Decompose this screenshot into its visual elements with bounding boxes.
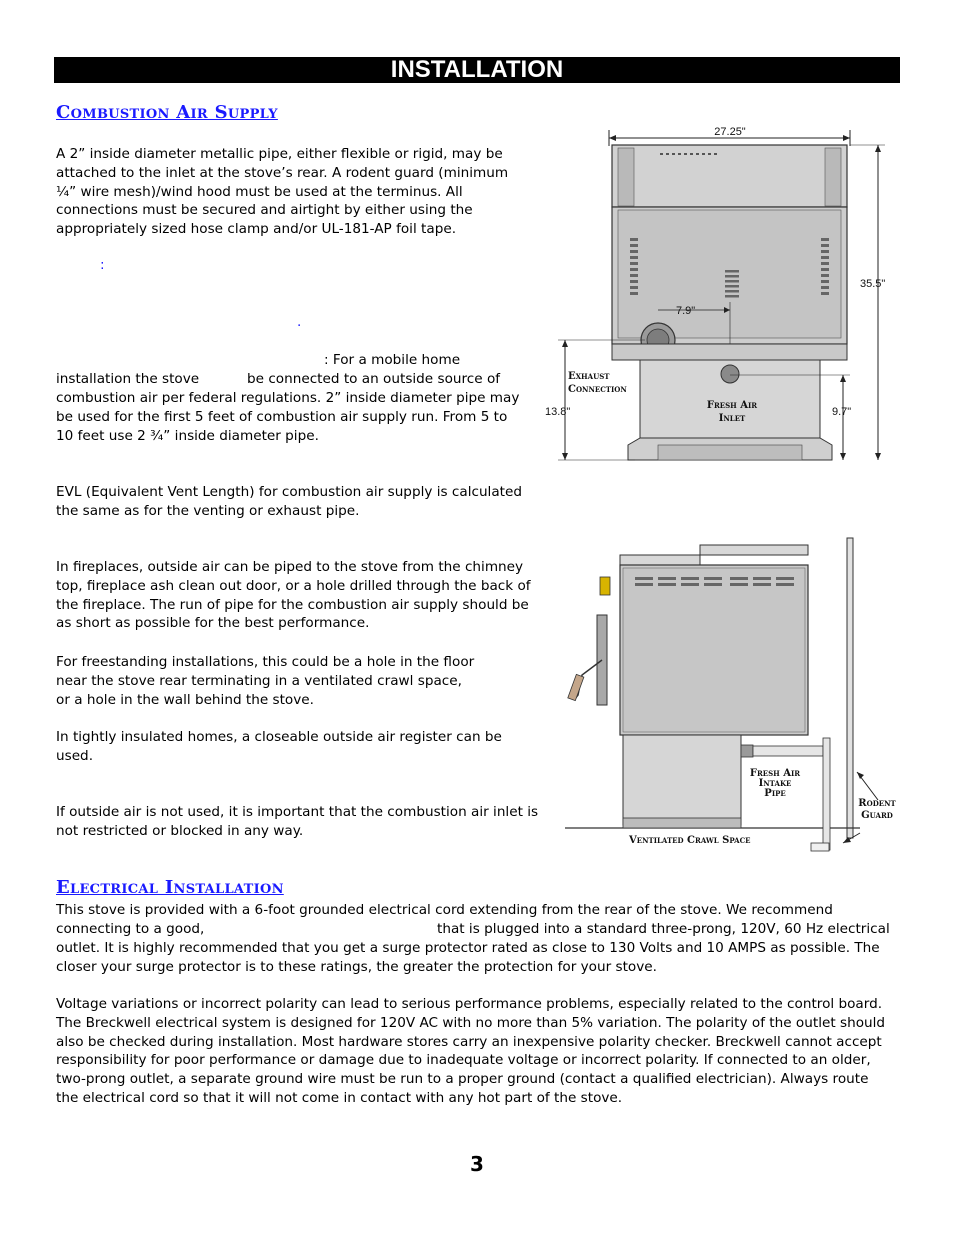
combustion-heading[interactable]: Combustion Air Supply — [56, 102, 278, 123]
colon-mark: : — [100, 257, 105, 273]
text-line: combustion air per federal regulations. 2” inside diameter pipe may — [56, 390, 520, 406]
electrical-line2b: that is plugged into a standard three-prong, 120V, 60 Hz electrical — [437, 921, 890, 937]
electrical-line1: This stove is provided with a 6-foot grounded electrical cord extending from the rear of the stove. We recommend — [56, 902, 833, 918]
title-banner — [54, 57, 900, 83]
freestanding-para — [56, 653, 556, 709]
label-fresh-air-2: Inlet — [718, 413, 746, 424]
not-used-para — [56, 803, 556, 841]
text-line: be used for the first 5 feet of combustion air supply run. From 5 to — [56, 408, 508, 425]
text-line: A 2” inside diameter metallic pipe, either flexible or rigid, may be — [56, 146, 503, 162]
combustion-para1 — [56, 145, 546, 239]
text-line: EVL (Equivalent Vent Length) for combustion air supply is calculated — [56, 484, 522, 500]
label-intake-1: Fresh Air — [749, 768, 801, 779]
label-rodent-2: Guard — [861, 810, 893, 821]
text-line: appropriately sized hose clamp and/or UL-181-AP foil tape. — [56, 221, 457, 238]
stove-rear-diagram — [540, 120, 900, 465]
dim-width: 27.25" — [714, 126, 746, 138]
text-line: responsibility for poor performance or damage due to inadequate voltage or incorrect polarity. If connected to an older, — [56, 1052, 871, 1069]
label-exhaust-1: Exhaust — [568, 371, 610, 382]
dim-height: 35.5" — [860, 278, 886, 290]
text-line: the fireplace. The run of pipe for the combustion air supply should be — [56, 596, 529, 613]
text-line: the same as for the venting or exhaust pipe. — [56, 502, 360, 519]
label-crawl-space: Ventilated Crawl Space — [629, 835, 751, 846]
stove-side-diagram — [560, 535, 905, 855]
fireplace-para — [56, 558, 556, 633]
text-line: ¼” wire mesh)/wind hood must be used at the terminus. All — [56, 183, 463, 200]
electrical-para2 — [56, 995, 906, 1108]
label-fresh-air-1: Fresh Air — [706, 400, 758, 411]
evl-para — [56, 483, 556, 521]
label-rodent-1: Rodent — [858, 798, 896, 809]
text-line: closer your surge protector is to these ratings, the greater the protection for your stove. — [56, 958, 657, 975]
text-line: 10 feet use 2 ¾” inside diameter pipe. — [56, 427, 319, 444]
text-line: or a hole in the wall behind the stove. — [56, 691, 314, 708]
text-line: For freestanding installations, this could be a hole in the floor — [56, 654, 475, 670]
text-line: also be checked during installation. Most hardware stores carry an inexpensive polarity checker. Breckwell cannot accept — [56, 1033, 882, 1050]
text-line: near the stove rear terminating in a ventilated crawl space, — [56, 672, 462, 689]
text-line: connections must be secured and airtight by either using the — [56, 202, 473, 219]
electrical-line2a: connecting to a good, — [56, 921, 205, 937]
text-line: In tightly insulated homes, a closeable outside air register can be — [56, 729, 502, 745]
period-mark: . — [297, 314, 302, 330]
electrical-heading[interactable]: Electrical Installation — [56, 877, 284, 898]
label-intake-3: Pipe — [764, 788, 786, 799]
text-line: If outside air is not used, it is important that the combustion air inlet is — [56, 804, 539, 820]
mobile-lead: : For a mobile home — [324, 352, 461, 368]
insulated-para — [56, 728, 556, 766]
text-line: Voltage variations or incorrect polarity can lead to serious performance problems, especially related to the control board. — [56, 996, 883, 1012]
text-line: the electrical cord so that it will not come in contact with any hot part of the stove. — [56, 1089, 623, 1106]
mobile-line2b: be connected to an outside source of — [247, 371, 501, 387]
label-intake-2: Intake — [758, 778, 792, 789]
text-line: two-prong outlet, a separate ground wire must be run to a proper ground (contact a qualified electrician). Always route — [56, 1071, 869, 1088]
mobile-line2a: installation the stove — [56, 371, 200, 387]
text-line: not restricted or blocked in any way. — [56, 822, 304, 839]
text-line: In fireplaces, outside air can be piped to the stove from the chimney — [56, 559, 524, 575]
page-number: 3 — [470, 1152, 484, 1176]
dim-inlet-offset: 7.9" — [676, 305, 696, 317]
label-exhaust-2: Connection — [568, 384, 627, 395]
dim-exhaust-height: 13.8" — [545, 406, 571, 418]
page-title: INSTALLATION — [390, 56, 564, 83]
text-line: The Breckwell electrical system is designed for 120V AC with no more than 5% variation. The polarity of the outlet should — [56, 1014, 886, 1031]
dim-inlet-height: 9.7" — [832, 406, 852, 418]
text-line: as short as possible for the best performance. — [56, 615, 370, 632]
text-line: top, fireplace ash clean out door, or a hole drilled through the back of — [56, 577, 531, 594]
text-line: outlet. It is highly recommended that you get a surge protector rated as close to 130 Volts and 10 AMPS as possible. The — [56, 940, 880, 956]
electrical-para1 — [56, 939, 906, 977]
mobile-para — [56, 389, 546, 445]
text-line: used. — [56, 747, 94, 764]
text-line: attached to the inlet at the stove’s rear. A rodent guard (minimum — [56, 164, 509, 181]
